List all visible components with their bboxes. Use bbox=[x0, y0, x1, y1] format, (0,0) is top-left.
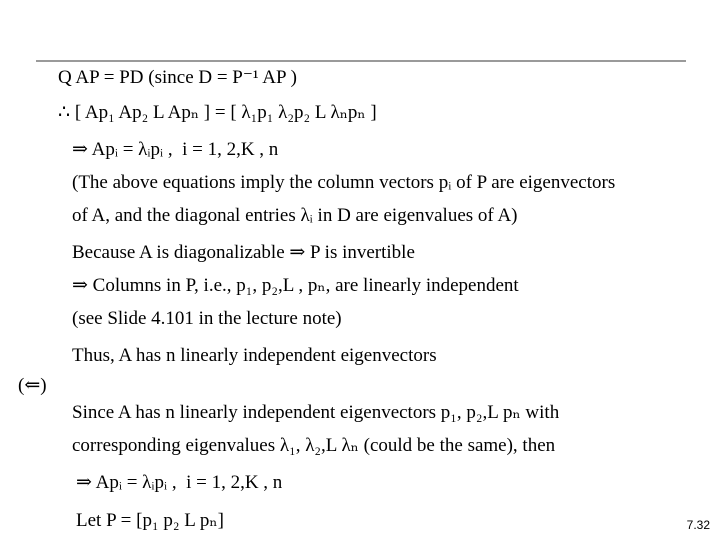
proof-line-9: Thus, A has n linearly independent eigenvectors bbox=[72, 345, 437, 366]
proof-line-3: ⇒ Apᵢ = λᵢpᵢ , i = 1, 2,K , n bbox=[72, 139, 279, 160]
proof-line-8: (see Slide 4.101 in the lecture note) bbox=[72, 308, 342, 329]
proof-line-12: ⇒ Apᵢ = λᵢpᵢ , i = 1, 2,K , n bbox=[76, 472, 283, 493]
title-rule bbox=[36, 60, 686, 62]
proof-line-6: Because A is diagonalizable ⇒ P is invertible bbox=[72, 242, 415, 263]
proof-line-13: Let P = [p₁ p₂ L pₙ] bbox=[76, 510, 224, 531]
slide-number: 7.32 bbox=[686, 518, 710, 532]
proof-line-4: (The above equations imply the column vectors pᵢ of P are eigenvectors bbox=[72, 172, 616, 193]
proof-line-11: corresponding eigenvalues λ₁, λ₂,L λₙ (could be the same), then bbox=[72, 435, 556, 456]
proof-line-7: ⇒ Columns in P, i.e., p₁, p₂,L , pₙ, are linearly independent bbox=[72, 275, 519, 296]
proof-line-10: Since A has n linearly independent eigenvectors p₁, p₂,L pₙ with bbox=[72, 402, 560, 423]
proof-line-5: of A, and the diagonal entries λᵢ in D are eigenvalues of A) bbox=[72, 205, 518, 226]
converse-marker: (⇐) bbox=[18, 375, 47, 396]
proof-line-2: ∴ [ Ap₁ Ap₂ L Apₙ ] = [ λ₁p₁ λ₂p₂ L λₙpₙ ] bbox=[58, 102, 377, 123]
proof-line-1: Q AP = PD (since D = P⁻¹ AP ) bbox=[58, 67, 297, 88]
